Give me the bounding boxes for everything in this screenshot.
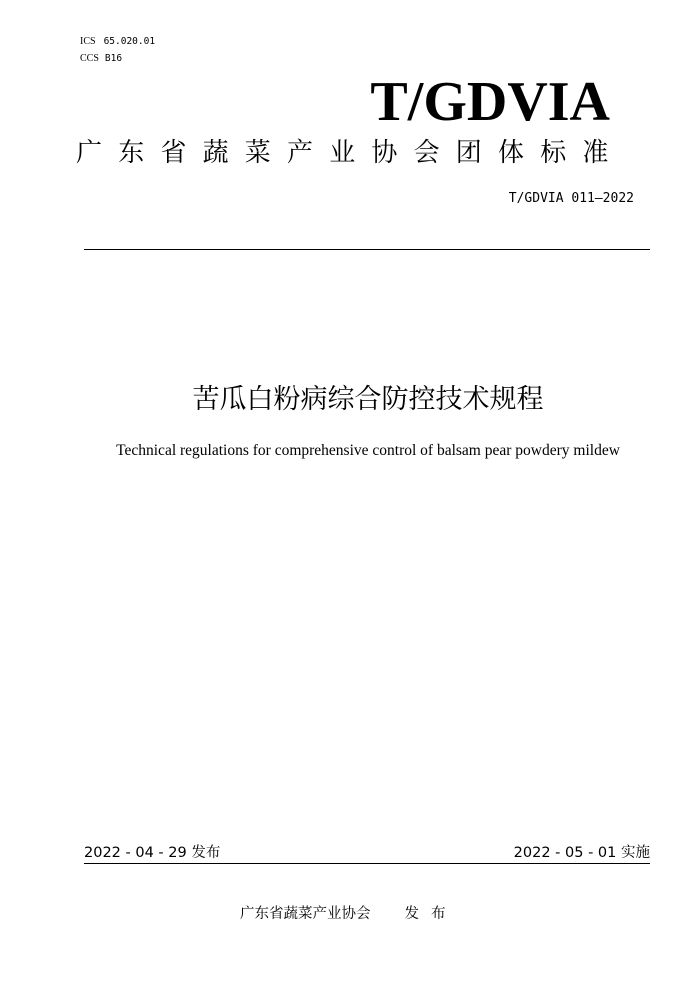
brand-logo-text: T/GDVIA	[370, 71, 610, 133]
ccs-code: B16	[104, 53, 123, 64]
publisher-line	[240, 905, 458, 923]
top-divider	[84, 249, 650, 250]
document-title-chinese: 苦瓜白粉病综合防控技术规程	[192, 384, 544, 415]
ics-classification	[80, 36, 155, 48]
implementation-date: 2022 - 05 - 01 实施	[513, 845, 650, 861]
ccs-classification	[80, 53, 122, 65]
document-title-english: Technical regulations for comprehensive control of balsam pear powdery mildew	[116, 442, 620, 459]
ccs-label: CCS	[80, 53, 99, 64]
bottom-divider	[84, 863, 650, 864]
ics-code: 65.020.01	[103, 36, 156, 47]
publisher-name: 广东省蔬菜产业协会	[240, 906, 371, 922]
issue-date: 2022 - 04 - 29 发布	[84, 845, 221, 861]
standard-number: T/GDVIA 011—2022	[508, 191, 634, 206]
ics-label: ICS	[80, 36, 96, 47]
publish-action: 发布	[404, 906, 458, 922]
organization-standard-title: 广东省蔬菜产业协会团体标准	[76, 138, 625, 168]
